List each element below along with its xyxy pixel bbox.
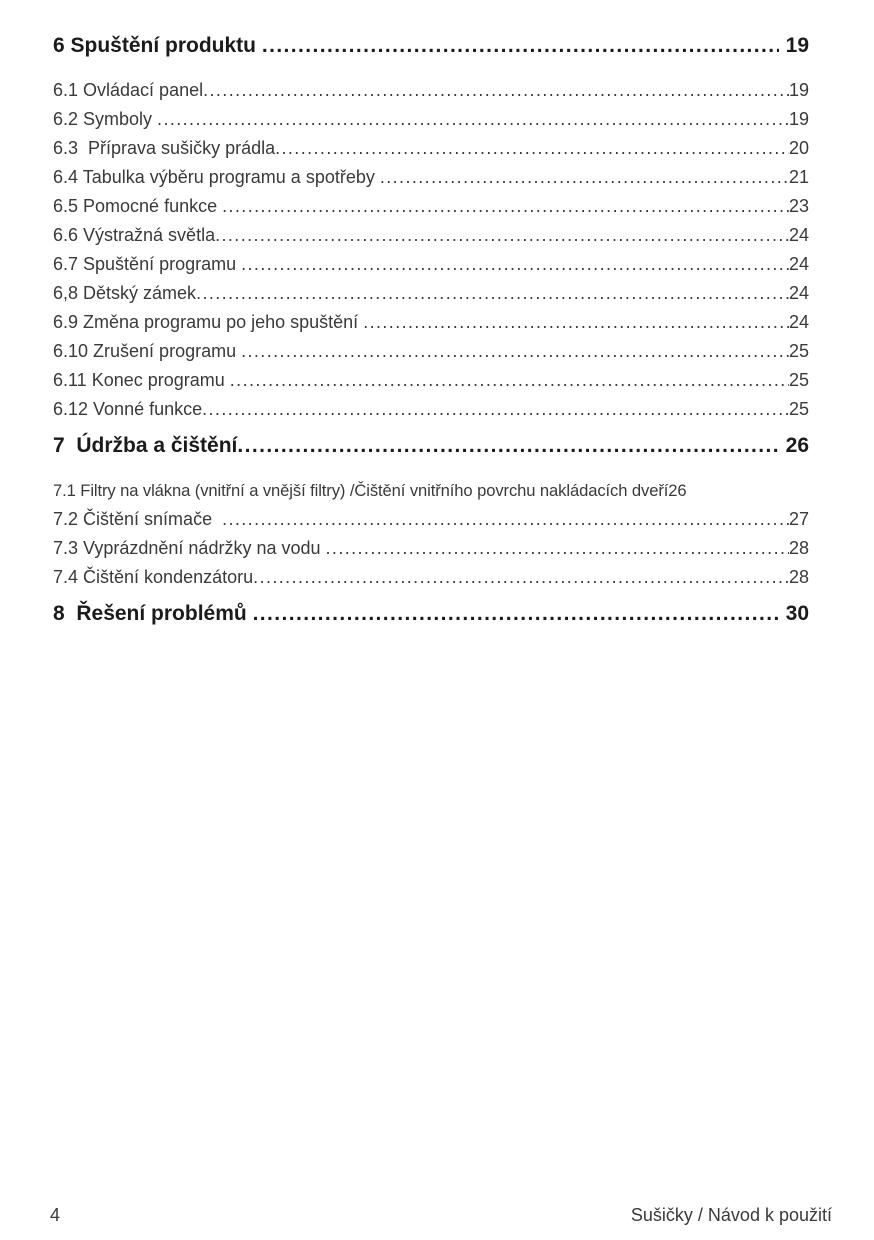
toc-entry-label: 7.1 Filtry na vlákna (vnitřní a vnější filtry) /Čištění vnitřního povrchu nakládacích dveří bbox=[53, 481, 669, 500]
toc-entry-label: 6.9 Změna programu po jeho spuštění bbox=[53, 312, 364, 332]
toc-row bbox=[53, 366, 809, 395]
toc-entry-label: 6.4 Tabulka výběru programu a spotřeby bbox=[53, 167, 380, 187]
toc-entry-label: 7.2 Čištění snímače bbox=[53, 509, 223, 529]
toc-row bbox=[53, 134, 809, 163]
toc-page-number: 28 bbox=[788, 538, 809, 558]
toc-page-number: 25 bbox=[788, 341, 809, 361]
toc-entry-label: 6.2 Symboly bbox=[53, 109, 158, 129]
toc-entry-label: 6 Spuštění produktu bbox=[53, 34, 262, 57]
toc-entry-label: 8 Řešení problémů bbox=[53, 602, 253, 625]
toc-entry-label: 6.1 Ovládací panel bbox=[53, 80, 204, 100]
toc-row bbox=[53, 192, 809, 221]
toc-page-number: 26 bbox=[785, 434, 809, 457]
toc-page-number: 26 bbox=[668, 481, 687, 500]
toc-dot-leader bbox=[230, 366, 789, 395]
toc-entry-label: 6.3 Příprava sušičky prádla bbox=[53, 138, 276, 158]
toc-page-number: 21 bbox=[788, 167, 809, 187]
toc-dot-leader bbox=[380, 163, 789, 192]
toc-row bbox=[53, 395, 809, 424]
toc-page-number: 28 bbox=[788, 567, 809, 587]
toc-row bbox=[53, 105, 809, 134]
toc-page-number: 20 bbox=[788, 138, 809, 158]
toc-dot-leader bbox=[203, 76, 789, 105]
table-of-contents bbox=[53, 31, 809, 644]
toc-page-number: 24 bbox=[788, 312, 809, 332]
toc-page-number: 19 bbox=[788, 109, 809, 129]
toc-page-number: 24 bbox=[788, 254, 809, 274]
toc-row bbox=[53, 505, 809, 534]
toc-row bbox=[53, 76, 809, 105]
toc-dot-leader bbox=[237, 431, 778, 461]
toc-row bbox=[53, 337, 809, 366]
toc-dot-leader bbox=[253, 599, 779, 629]
toc-entry-label: 6.6 Výstražná světla bbox=[53, 225, 216, 245]
toc-dot-leader bbox=[275, 134, 789, 163]
toc-dot-leader bbox=[222, 505, 789, 534]
toc-page-number: 30 bbox=[785, 602, 809, 625]
toc-dot-leader bbox=[241, 337, 789, 366]
toc-row bbox=[53, 279, 809, 308]
toc-entry-label: 6.12 Vonné funkce bbox=[53, 399, 203, 419]
toc-entry-label: 6.7 Spuštění programu bbox=[53, 254, 242, 274]
toc-dot-leader bbox=[253, 563, 789, 592]
toc-dot-leader bbox=[222, 192, 789, 221]
toc-entry-label: 7 Údržba a čištění bbox=[53, 434, 238, 457]
toc-dot-leader bbox=[196, 279, 789, 308]
toc-entry-label: 7.3 Vyprázdnění nádržky na vodu bbox=[53, 538, 326, 558]
toc-row bbox=[53, 534, 809, 563]
toc-row bbox=[53, 599, 809, 629]
footer-page-number: 4 bbox=[50, 1205, 61, 1225]
toc-row bbox=[53, 563, 809, 592]
toc-dot-leader bbox=[326, 534, 789, 563]
toc-dot-leader bbox=[241, 250, 789, 279]
toc-row bbox=[53, 31, 809, 61]
toc-dot-leader bbox=[363, 308, 789, 337]
toc-row bbox=[53, 476, 809, 505]
toc-row bbox=[53, 163, 809, 192]
toc-page-number: 25 bbox=[788, 399, 809, 419]
page-footer bbox=[50, 1205, 832, 1226]
toc-entry-label: 6.5 Pomocné funkce bbox=[53, 196, 223, 216]
toc-entry-label: 6.11 Konec programu bbox=[53, 370, 230, 390]
toc-page-number: 23 bbox=[788, 196, 809, 216]
toc-page-number: 24 bbox=[788, 225, 809, 245]
toc-entry-label: 6.10 Zrušení programu bbox=[53, 341, 242, 361]
toc-page-number: 27 bbox=[788, 509, 809, 529]
toc-entry-label: 6,8 Dětský zámek bbox=[53, 283, 197, 303]
toc-dot-leader bbox=[202, 395, 789, 424]
toc-row bbox=[53, 250, 809, 279]
toc-dot-leader bbox=[262, 31, 779, 61]
footer-doc-title: Sušičky / Návod k použití bbox=[630, 1205, 832, 1225]
toc-page-number: 19 bbox=[788, 80, 809, 100]
toc-dot-leader bbox=[157, 105, 789, 134]
toc-row bbox=[53, 221, 809, 250]
toc-entry-label: 7.4 Čištění kondenzátoru bbox=[53, 567, 254, 587]
toc-page-number: 25 bbox=[788, 370, 809, 390]
toc-dot-leader bbox=[215, 221, 789, 250]
toc-page-number: 24 bbox=[788, 283, 809, 303]
toc-page-number: 19 bbox=[785, 34, 809, 57]
toc-row bbox=[53, 431, 809, 461]
toc-row bbox=[53, 308, 809, 337]
